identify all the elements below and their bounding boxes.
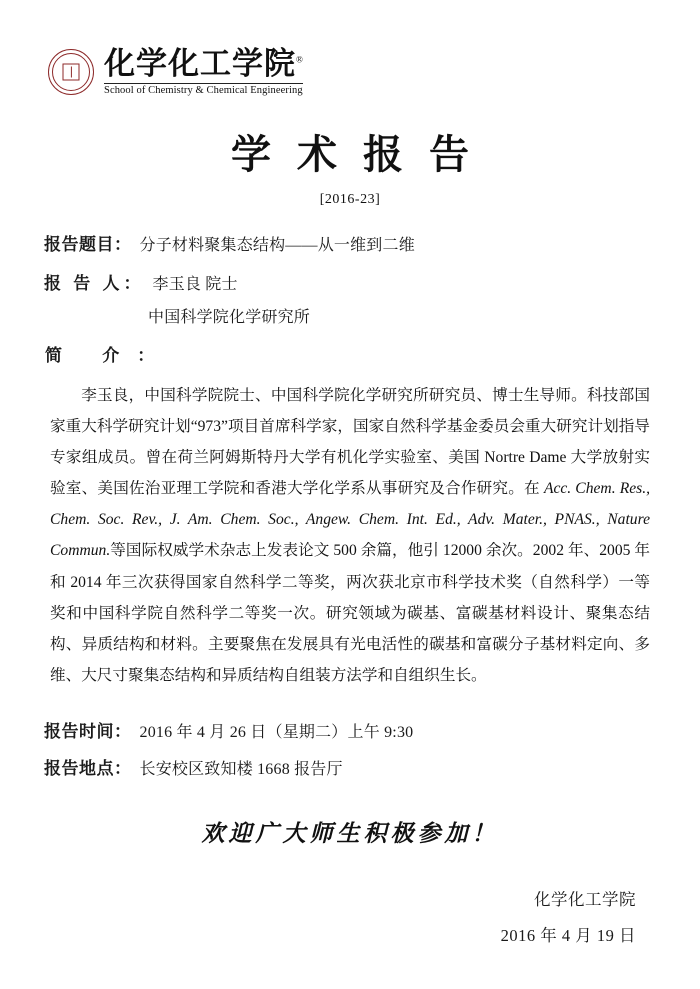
institution-name-en: School of Chemistry & Chemical Engineering [104,85,303,96]
time-label: 报告时间： [44,722,132,742]
topic-value: 分子材料聚集态结构——从一维到二维 [139,236,415,254]
time-value: 2016 年 4 月 26 日（星期二）上午 9:30 [139,724,414,742]
time-row [44,717,656,742]
bio-part-2: 等国际权威学术杂志上发表论文 500 余篇，他引 12000 余次。2002 年、2005 年和 2014 年三次获得国家自然科学二等奖，两次获北京市科学技术奖（自然科学）一等奖和中国科学院自然科学二等奖一次。研究领域为碳基、富碳基材料设计、聚集态结构、异质结构和材料。主要聚焦在发展具有光电活性的碳基和富碳分子基材料定向、多维、大尺寸聚集态结构和异质结构自组装方法学和自组织生长。 [50,542,650,685]
speaker-row [44,269,656,294]
speaker-label: 报 告 人： [44,273,145,293]
topic-label: 报告题目： [44,234,132,254]
signature-block [44,886,656,946]
bio-journal-list: Acc. Chem. Res., Chem. Soc. Rev., J. Am. Chem. Soc., Angew. Chem. Int. Ed., Adv. Mater., PNAS., Nature Commun. [50,480,651,560]
signature-organization: 化学化工学院 [534,890,636,910]
speaker-bio [50,380,650,692]
place-label: 报告地点： [44,759,132,779]
place-value: 长安校区致知楼 1668 报告厅 [139,761,343,779]
university-seal-icon [48,49,94,95]
bio-part-1: 李玉良，中国科学院院士、中国科学院化学研究所研究员、博士生导师。科技部国家重大科学研究计划“973”项目首席科学家，国家自然科学基金委员会重大研究计划指导专家组成员。曾在荷兰阿姆斯特丹大学有机化学实验室、美国 Nortre Dame 大学放射实验室、美国佐治亚理工学院和香港大学化学系从事研究及合作研究。在 [50,386,650,498]
institution-header [48,48,656,97]
institution-name-sup: ® [296,54,303,65]
intro-row [44,341,656,366]
seal-core-glyph [63,64,80,81]
signature-date: 2016 年 4 月 19 日 [500,926,636,946]
document-number: [2016-23] [319,191,381,207]
place-row [44,754,656,779]
speaker-affiliation: 中国科学院化学研究所 [148,308,311,326]
page-title: 学 术 报 告 [231,131,477,177]
topic-row [44,230,656,255]
intro-label: 简 介： [45,345,173,365]
fields-section [44,230,656,366]
institution-name-cn-text: 化学化工学院 [104,46,296,81]
meta-section [44,717,656,779]
welcome-message: 欢迎广大师生积极参加！ [201,820,499,848]
institution-wordmark [104,48,303,97]
speaker-value: 李玉良 院士 [152,275,238,293]
institution-name-cn [104,48,303,79]
